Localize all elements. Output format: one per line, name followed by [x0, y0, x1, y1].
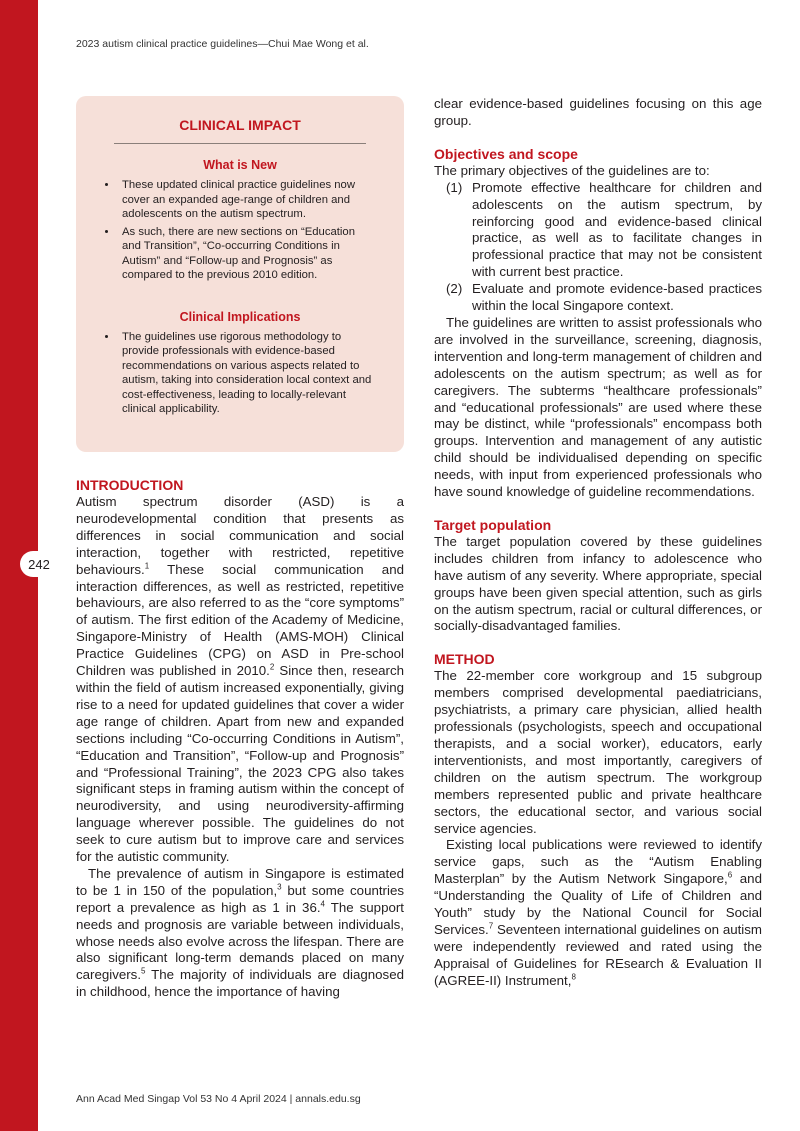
citation: 7 — [488, 921, 494, 931]
clinical-impact-title: CLINICAL IMPACT — [179, 117, 301, 133]
right-column — [434, 96, 762, 990]
list-item: • As such, there are new sections on “Education and Transition”, “Co-occurring Conditions in Autism” and “Follow-up and Prognosis” as compared to the previous 2010 edition. — [118, 225, 376, 283]
what-is-new-list — [104, 178, 376, 283]
citation: 4 — [320, 899, 325, 909]
footer: Ann Acad Med Singap Vol 53 No 4 April 2024 | annals.edu.sg — [76, 1093, 361, 1105]
target-population-paragraph: The target population covered by these guidelines includes children from infancy to adolescence who have autism of any severity. Where appropriate, special groups have been given special attention, such as girls on the autism spectrum, racial or cultural differences, or socially-disadvantaged families. — [434, 533, 762, 634]
citation: 5 — [141, 966, 146, 976]
clinical-implications-list — [104, 330, 376, 417]
objectives-lead: The primary objectives of the guidelines are to: — [434, 162, 710, 178]
objectives-heading: Objectives and scope — [434, 145, 578, 162]
list-item: • The guidelines use rigorous methodology to provide professionals with evidence-based recommendations on various aspects related to autism, taking into consideration local context and cost-effectiveness, leading to locally-relevant clinical applicability. — [118, 330, 376, 417]
method-paragraph-1: The 22-member core workgroup and 15 subgroup members comprised developmental paediatricians, psychiatrists, a primary care physician, allied health professionals (psychologists, speech and occupational therapists, and a social worker), educators, early interventionists, and most importantly, caregivers of children on the autism spectrum. The workgroup members represented public and private healthcare sectors, the educational sector, and various social service agencies. — [434, 668, 762, 836]
running-head: 2023 autism clinical practice guidelines—Chui Mae Wong et al. — [76, 38, 369, 50]
citation: 3 — [277, 882, 282, 892]
page-number: 242 — [20, 551, 58, 577]
introduction-paragraph-1: Autism spectrum disorder (ASD) is a neurodevelopmental condition that presents as differences in social communication and social interaction, together with restricted, repetitive behaviours.$^1$ These social communication and interaction differences, as well as restricted, repetitive behaviours, are also referred to as the “core symptoms” of autism. The first edition of the Academy of Medicine, Singapore-Ministry of Health (AMS-MOH) Clinical Practice Guidelines (CPG) on ASD in Pre-school Children was published in 2010.$^2$ Since then, research within the field of autism increased exponentially, giving rise to a need for updated guidelines that cover a wider age range of children. Apart from new and expanded sections including “Co-occurring Conditions in Autism”, “Education and Transition”, “Follow-up and Prognosis” and “Professional Training”, the 2023 CPG also takes significant steps in framing autism within the concept of neurodiversity, and using neurodiversity-affirming language wherever possible. The guidelines do not seek to cure autism but to improve care and services for the autistic community. — [76, 494, 405, 865]
clinical-implications-heading: Clinical Implications — [179, 309, 301, 324]
list-item: • These updated clinical practice guidelines now cover an expanded age-range of children and adolescents on the autism spectrum. — [118, 178, 376, 222]
citation: 2 — [269, 662, 275, 672]
method-heading: METHOD — [434, 651, 495, 668]
list-item: (1) Promote effective healthcare for children and adolescents on the autism spectrum, by reinforcing good and evidence-based clinical practice, as well as to facilitate changes in professional practice that may not be consistent with current best practice. — [446, 179, 762, 280]
objectives-list — [434, 180, 762, 315]
what-is-new-heading: What is New — [203, 158, 277, 172]
divider — [114, 143, 366, 144]
citation: 1 — [144, 561, 150, 571]
introduction-heading: INTRODUCTION — [76, 477, 184, 493]
target-population-heading: Target population — [434, 516, 552, 533]
list-item: (2) Evaluate and promote evidence-based practices within the local Singapore context. — [446, 281, 762, 314]
citation: 8 — [571, 972, 576, 982]
method-paragraph-2: Existing local publications were reviewed to identify service gaps, such as the “Autism Enabling Masterplan” by the Autism Network Singapore,$^6$ and “Understanding the Quality of Life of Children and Youth” study by the National Council for Social Services.$^7$ Seventeen international guidelines on autism were independently reviewed and rated using the Appraisal of Guidelines for REsearch & Evaluation II (AGREE-II) Instrument,$^8$ — [434, 837, 762, 988]
citation: 6 — [727, 870, 733, 880]
continuation-paragraph: clear evidence-based guidelines focusing on this age group. — [434, 96, 762, 128]
clinical-impact-box — [76, 96, 404, 452]
left-column — [76, 96, 404, 1001]
objectives-paragraph: The guidelines are written to assist professionals who are involved in the surveillance, screening, diagnosis, intervention and long-term management of children and adolescents on the autism spectrum; as well as for caregivers. The subterms “healthcare professionals” and “educational professionals” are used where these may be distinct, while “professionals” encompass both groups. Intervention and management of any autistic child should be individualised depending on specific needs, with input from experienced professionals who have sound knowledge of guideline recommendations. — [434, 314, 762, 500]
introduction-paragraph-2: The prevalence of autism in Singapore is estimated to be 1 in 150 of the population,$^3$ but some countries report a prevalence as high as 1 in 36.$^4$ The support needs and prognosis are variable between individuals, whose needs also evolve across the lifespan. There are also significant long-term demands placed on many caregivers.$^5$ The majority of individuals are diagnosed in childhood, hence the importance of having — [76, 865, 404, 1000]
